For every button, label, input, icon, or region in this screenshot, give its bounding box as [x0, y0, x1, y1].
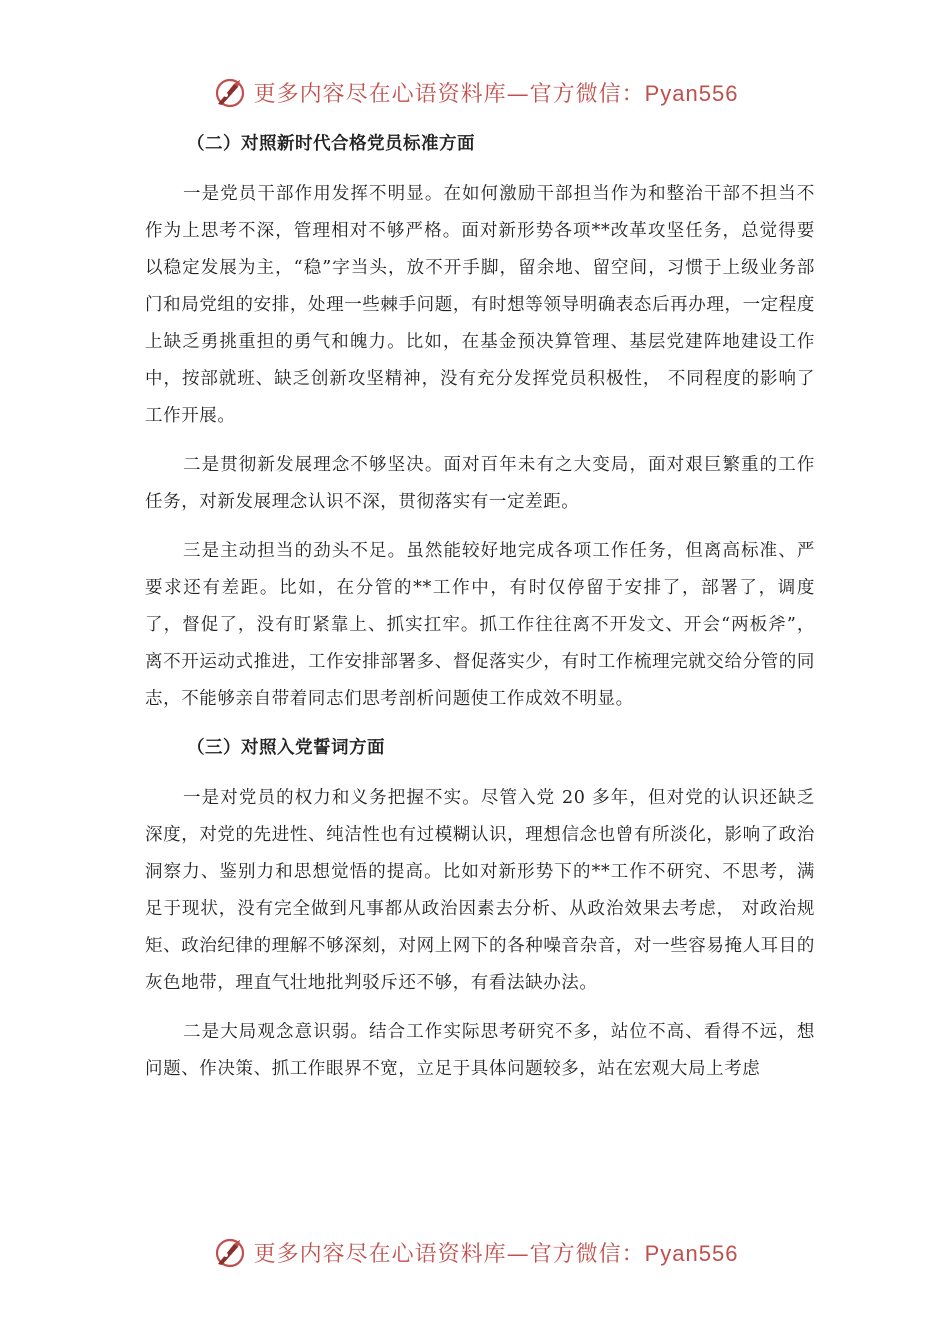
section-heading: （三）对照入党誓词方面	[187, 738, 385, 758]
paragraph: 一是对党员的权力和义务把握不实。尽管入党 20 多年，但对党的认识还缺乏深度，对党的先进性、纯洁性也有过模糊认识，理想信念也曾有所淡化，影响了政治洞察力、鉴别力和思想觉悟的提高。比如对新形势下的**工作不研究、不思考，满足于现状，没有完全做到凡事都从政治因素去分析、从政治效果去考虑， 对政治规矩、政治纪律的理解不够深刻，对网上网下的各种噪音杂音，对一些容易掩人耳目的灰色地带，理直气壮地批判驳斥还不够，有看法缺办法。	[145, 788, 815, 993]
banner-text-cn: 更多内容尽在心语资料库—官方微信：	[253, 1241, 645, 1267]
pen-nib-logo-icon	[212, 74, 248, 110]
paragraph: 二是大局观念意识弱。结合工作实际思考研究不多，站位不高、看得不远，想问题、作决策、抓工作眼界不宽，立足于具体问题较多，站在宏观大局上考虑	[145, 1022, 815, 1079]
banner-text-cn: 更多内容尽在心语资料库—官方微信：	[253, 81, 645, 107]
banner-text	[254, 77, 739, 108]
banner-wechat-id: Pyan556	[644, 1240, 739, 1266]
pen-nib-logo-icon	[212, 1234, 248, 1270]
header-banner	[0, 72, 950, 112]
paragraph: 三是主动担当的劲头不足。虽然能较好地完成各项工作任务，但离高标准、严要求还有差距。比如，在分管的**工作中，有时仅停留于安排了，部署了，调度了，督促了，没有盯紧靠上、抓实扛牢。抓工作往往离不开发文、开会“两板斧”，离不开运动式推进，工作安排部署多、督促落实少，有时工作梳理完就交给分管的同志，不能够亲自带着同志们思考剖析问题使工作成效不明显。	[145, 541, 815, 709]
banner-text	[254, 1237, 739, 1268]
document-body	[145, 126, 815, 1100]
paragraph: 一是党员干部作用发挥不明显。在如何激励干部担当作为和整治干部不担当不作为上思考不深，管理相对不够严格。面对新形势各项**改革攻坚任务，总觉得要以稳定发展为主，“稳”字当头，放不开手脚，留余地、留空间，习惯于上级业务部门和局党组的安排，处理一些棘手问题，有时想等领导明确表态后再办理，一定程度上缺乏勇挑重担的勇气和魄力。比如，在基金预决算管理、基层党建阵地建设工作中，按部就班、缺乏创新攻坚精神，没有充分发挥党员积极性， 不同程度的影响了工作开展。	[145, 184, 815, 426]
paragraph: 二是贯彻新发展理念不够坚决。面对百年未有之大变局，面对艰巨繁重的工作任务，对新发展理念认识不深，贯彻落实有一定差距。	[145, 455, 815, 512]
footer-banner	[0, 1232, 950, 1272]
banner-wechat-id: Pyan556	[644, 80, 739, 106]
section-heading: （二）对照新时代合格党员标准方面	[187, 134, 475, 154]
